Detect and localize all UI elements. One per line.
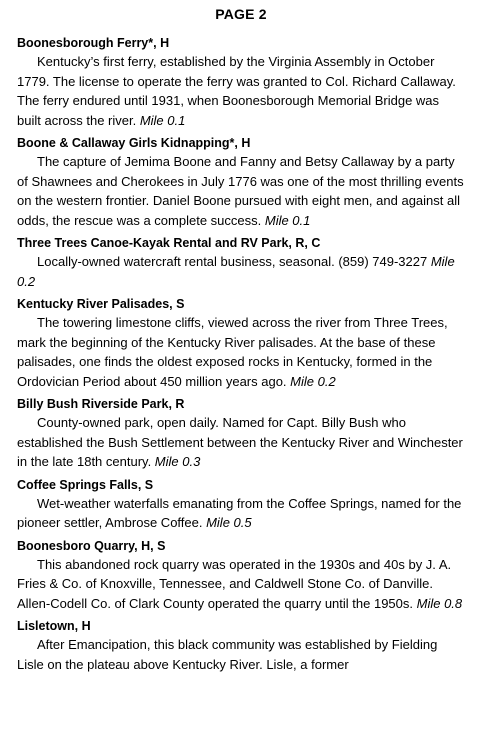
entry (17, 617, 465, 674)
entry-body-text: This abandoned rock quarry was operated in the 1930s and 40s by J. A. Fries & Co. of Knoxville, Tennessee, and Caldwell Stone Co. of Danville. Allen-Codell Co. of Clark County operated the quarry until the 1950s. (17, 556, 452, 611)
entry (17, 234, 465, 291)
entry-list (17, 34, 465, 674)
mile-marker: Mile 0.8 (416, 595, 463, 611)
entry-text (17, 413, 465, 472)
entry-text (17, 635, 465, 674)
entry-title: Coffee Springs Falls, S (17, 477, 154, 492)
entry-body-text: After Emancipation, this black community was established by Fielding Lisle on the plateau above Kentucky River. Lisle, a former (17, 637, 438, 672)
document-page (17, 6, 465, 678)
entry-body-text: Locally-owned watercraft rental business, seasonal. (859) 749-3227 (37, 254, 431, 269)
entry-text (17, 252, 465, 291)
entry-title: Lisletown, H (17, 619, 91, 633)
entry (17, 537, 465, 614)
mile-marker: Mile 0.2 (17, 254, 455, 289)
entry (17, 395, 465, 472)
entry-text (17, 494, 465, 533)
entry-title: Kentucky River Palisades, S (17, 297, 185, 311)
entry-title: Three Trees Canoe-Kayak Rental and RV Park, R, C (17, 236, 321, 250)
mile-marker: Mile 0.2 (290, 373, 336, 389)
entry-body-text: County-owned park, open daily. Named for Capt. Billy Bush who established the Bush Settlement between the Kentucky River and Winchester in the late 18th century. (17, 415, 463, 469)
entry-text (17, 152, 465, 230)
entry-text (17, 555, 465, 614)
entry-text (17, 313, 465, 391)
entry-text (17, 52, 465, 130)
mile-marker: Mile 0.1 (264, 212, 311, 228)
entry (17, 476, 465, 533)
mile-marker: Mile 0.3 (154, 454, 201, 469)
entry-title: Boonesborough Ferry*, H (17, 36, 170, 50)
entry-title: Boonesboro Quarry, H, S (17, 538, 166, 553)
mile-marker: Mile 0.5 (206, 515, 252, 530)
entry-body-text: Wet-weather waterfalls emanating from the Coffee Springs, named for the pioneer settler, Ambrose Coffee. (17, 495, 462, 530)
entry (17, 295, 465, 391)
mile-marker: Mile 0.1 (139, 112, 186, 128)
entry-title: Boone & Callaway Girls Kidnapping*, H (17, 136, 251, 150)
entry-body-text: The capture of Jemima Boone and Fanny and Betsy Callaway by a party of Shawnees and Cherokees in July 1776 was one of the most thrilling events on the western frontier. Daniel Boone pursued with eight men, and against all odds, the rescue was a complete success. (17, 154, 464, 228)
entry (17, 134, 465, 230)
entry-body-text: Kentucky’s first ferry, established by the Virginia Assembly in October 1779. The license to operate the ferry was granted to Col. Richard Callaway. The ferry endured until 1931, when Boonesborough Memorial Bridge was built across the river. (17, 54, 456, 128)
page-label: PAGE 2 (215, 6, 267, 22)
entry-body-text: The towering limestone cliffs, viewed across the river from Three Trees, mark the beginning of the Kentucky River palisades. At the base of these palisades, one finds the oldest exposed rocks in Kentucky, formed in the Ordovician Period about 450 million years ago. (17, 315, 448, 389)
entry-title: Billy Bush Riverside Park, R (17, 397, 185, 411)
entry (17, 34, 465, 130)
